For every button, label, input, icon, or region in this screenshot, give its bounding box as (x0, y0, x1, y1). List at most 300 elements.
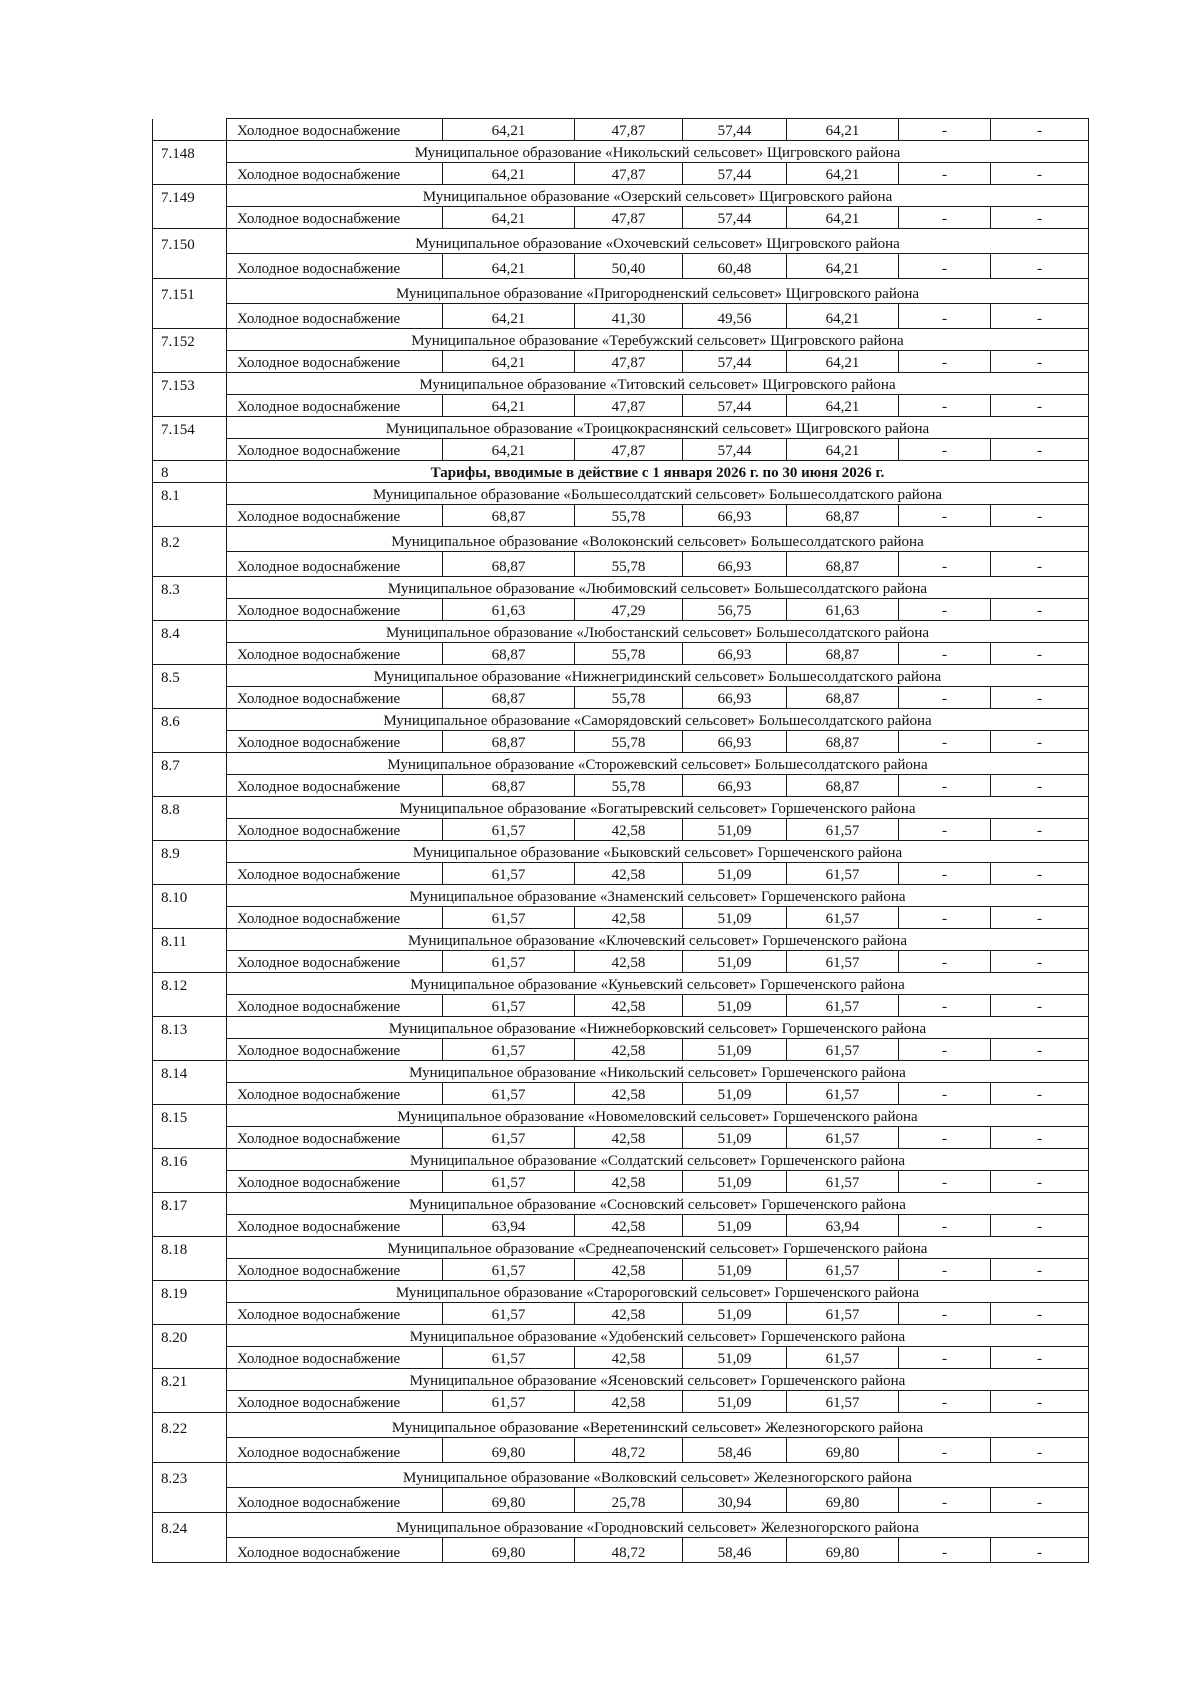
item-number: 7.151 (153, 279, 227, 304)
service-label: Холодное водоснабжение (227, 775, 443, 797)
tariff-value-6: - (991, 1127, 1089, 1149)
tariff-value-4: 69,80 (787, 1538, 899, 1563)
tariff-value-1: 61,57 (443, 1083, 575, 1105)
tariff-value-6: - (991, 1488, 1089, 1513)
table-row (153, 1215, 1089, 1237)
tariff-value-2: 47,87 (575, 119, 683, 141)
table-row (153, 163, 1089, 185)
tariff-value-2: 48,72 (575, 1538, 683, 1563)
tariff-value-1: 61,57 (443, 907, 575, 929)
service-label: Холодное водоснабжение (227, 207, 443, 229)
item-number: 8.7 (153, 753, 227, 775)
municipality-row (153, 1325, 1089, 1347)
municipality-title: Муниципальное образование «Титовский сельсовет» Щигровского района (227, 373, 1089, 395)
tariff-value-3: 57,44 (683, 395, 787, 417)
row-number-cell (153, 819, 227, 841)
row-number-cell (153, 1303, 227, 1325)
tariff-value-6: - (991, 552, 1089, 577)
tariff-value-6: - (991, 731, 1089, 753)
tariff-value-1: 69,80 (443, 1488, 575, 1513)
tariff-value-3: 66,93 (683, 731, 787, 753)
tariff-value-3: 57,44 (683, 207, 787, 229)
item-number: 7.150 (153, 229, 227, 254)
tariff-value-5: - (899, 1215, 991, 1237)
tariff-value-5: - (899, 1438, 991, 1463)
municipality-title: Муниципальное образование «Веретенинский сельсовет» Железногорского района (227, 1413, 1089, 1438)
municipality-row (153, 973, 1089, 995)
tariff-value-2: 42,58 (575, 1171, 683, 1193)
tariff-table (152, 118, 1089, 1563)
tariff-value-3: 30,94 (683, 1488, 787, 1513)
tariff-value-5: - (899, 1039, 991, 1061)
tariff-value-5: - (899, 1259, 991, 1281)
tariff-value-3: 58,46 (683, 1538, 787, 1563)
tariff-value-1: 69,80 (443, 1538, 575, 1563)
tariff-value-4: 61,57 (787, 995, 899, 1017)
table-row (153, 907, 1089, 929)
service-label: Холодное водоснабжение (227, 863, 443, 885)
service-label: Холодное водоснабжение (227, 119, 443, 141)
service-label: Холодное водоснабжение (227, 1171, 443, 1193)
tariff-value-5: - (899, 395, 991, 417)
municipality-title: Муниципальное образование «Ключевский сельсовет» Горшеченского района (227, 929, 1089, 951)
table-row (153, 304, 1089, 329)
tariff-value-3: 51,09 (683, 995, 787, 1017)
municipality-row (153, 185, 1089, 207)
tariff-value-4: 61,57 (787, 1391, 899, 1413)
tariff-value-4: 61,57 (787, 951, 899, 973)
item-number: 8.14 (153, 1061, 227, 1083)
tariff-value-6: - (991, 439, 1089, 461)
row-number-cell (153, 599, 227, 621)
municipality-row (153, 279, 1089, 304)
row-number-cell (153, 775, 227, 797)
municipality-title: Муниципальное образование «Сторожевский сельсовет» Большесолдатского района (227, 753, 1089, 775)
service-label: Холодное водоснабжение (227, 1039, 443, 1061)
row-number-cell (153, 351, 227, 373)
municipality-row (153, 1463, 1089, 1488)
tariff-value-4: 63,94 (787, 1215, 899, 1237)
tariff-value-6: - (991, 687, 1089, 709)
municipality-row (153, 1105, 1089, 1127)
tariff-value-5: - (899, 775, 991, 797)
table-row (153, 1039, 1089, 1061)
item-number: 8.22 (153, 1413, 227, 1438)
tariff-value-6: - (991, 1303, 1089, 1325)
service-label: Холодное водоснабжение (227, 1438, 443, 1463)
item-number: 8.2 (153, 527, 227, 552)
item-number: 8.9 (153, 841, 227, 863)
service-label: Холодное водоснабжение (227, 351, 443, 373)
service-label: Холодное водоснабжение (227, 995, 443, 1017)
service-label: Холодное водоснабжение (227, 1347, 443, 1369)
table-row (153, 1438, 1089, 1463)
tariff-value-5: - (899, 995, 991, 1017)
municipality-row (153, 1369, 1089, 1391)
tariff-value-3: 58,46 (683, 1438, 787, 1463)
table-row (153, 863, 1089, 885)
municipality-title: Муниципальное образование «Пригородненский сельсовет» Щигровского района (227, 279, 1089, 304)
tariff-value-1: 61,57 (443, 1347, 575, 1369)
tariff-value-3: 51,09 (683, 1083, 787, 1105)
item-number: 8.8 (153, 797, 227, 819)
tariff-value-2: 42,58 (575, 1215, 683, 1237)
table-row (153, 207, 1089, 229)
municipality-title: Муниципальное образование «Волоконский сельсовет» Большесолдатского района (227, 527, 1089, 552)
tariff-value-3: 66,93 (683, 687, 787, 709)
tariff-value-3: 57,44 (683, 351, 787, 373)
table-row (153, 1127, 1089, 1149)
tariff-value-4: 61,57 (787, 1083, 899, 1105)
row-number-cell (153, 1127, 227, 1149)
tariff-value-3: 66,93 (683, 505, 787, 527)
service-label: Холодное водоснабжение (227, 1488, 443, 1513)
tariff-value-5: - (899, 1303, 991, 1325)
tariff-value-2: 47,29 (575, 599, 683, 621)
tariff-value-6: - (991, 505, 1089, 527)
tariff-value-4: 61,57 (787, 1171, 899, 1193)
municipality-row (153, 621, 1089, 643)
tariff-value-3: 51,09 (683, 1215, 787, 1237)
tariff-value-5: - (899, 951, 991, 973)
municipality-row (153, 797, 1089, 819)
service-label: Холодное водоснабжение (227, 1215, 443, 1237)
item-number: 7.153 (153, 373, 227, 395)
tariff-value-6: - (991, 907, 1089, 929)
row-number-cell (153, 731, 227, 753)
tariff-value-2: 50,40 (575, 254, 683, 279)
municipality-row (153, 1193, 1089, 1215)
item-number: 8.3 (153, 577, 227, 599)
tariff-value-3: 49,56 (683, 304, 787, 329)
tariff-value-4: 61,57 (787, 1303, 899, 1325)
tariff-value-3: 66,93 (683, 643, 787, 665)
tariff-value-2: 42,58 (575, 951, 683, 973)
tariff-value-5: - (899, 599, 991, 621)
tariff-value-6: - (991, 395, 1089, 417)
tariff-value-4: 61,57 (787, 819, 899, 841)
row-number-cell (153, 1347, 227, 1369)
row-number-cell (153, 1438, 227, 1463)
tariff-value-5: - (899, 687, 991, 709)
tariff-value-6: - (991, 863, 1089, 885)
tariff-value-6: - (991, 1083, 1089, 1105)
tariff-value-4: 68,87 (787, 643, 899, 665)
municipality-title: Муниципальное образование «Никольский сельсовет» Горшеченского района (227, 1061, 1089, 1083)
municipality-title: Муниципальное образование «Никольский сельсовет» Щигровского района (227, 141, 1089, 163)
tariff-value-5: - (899, 1391, 991, 1413)
row-number-cell (153, 863, 227, 885)
tariff-value-2: 55,78 (575, 505, 683, 527)
tariff-value-2: 48,72 (575, 1438, 683, 1463)
tariff-value-5: - (899, 505, 991, 527)
municipality-row (153, 885, 1089, 907)
table-row (153, 439, 1089, 461)
row-number-cell (153, 163, 227, 185)
tariff-value-6: - (991, 951, 1089, 973)
tariff-value-6: - (991, 599, 1089, 621)
row-number-cell (153, 1538, 227, 1563)
municipality-row (153, 1281, 1089, 1303)
item-number: 8.13 (153, 1017, 227, 1039)
tariff-value-3: 66,93 (683, 552, 787, 577)
municipality-row (153, 665, 1089, 687)
tariff-value-2: 42,58 (575, 1039, 683, 1061)
municipality-title: Муниципальное образование «Старороговский сельсовет» Горшеченского района (227, 1281, 1089, 1303)
tariff-value-2: 42,58 (575, 1347, 683, 1369)
service-label: Холодное водоснабжение (227, 599, 443, 621)
tariff-value-1: 61,57 (443, 995, 575, 1017)
tariff-value-4: 61,57 (787, 863, 899, 885)
tariff-value-3: 51,09 (683, 1259, 787, 1281)
service-label: Холодное водоснабжение (227, 643, 443, 665)
table-row (153, 687, 1089, 709)
tariff-value-4: 61,57 (787, 907, 899, 929)
tariff-value-1: 61,57 (443, 1039, 575, 1061)
table-row (153, 819, 1089, 841)
tariff-value-1: 68,87 (443, 775, 575, 797)
service-label: Холодное водоснабжение (227, 163, 443, 185)
item-number: 8.20 (153, 1325, 227, 1347)
item-number: 8.6 (153, 709, 227, 731)
municipality-row (153, 709, 1089, 731)
row-number-cell (153, 1488, 227, 1513)
item-number: 8.19 (153, 1281, 227, 1303)
tariff-value-5: - (899, 351, 991, 373)
tariff-value-1: 61,57 (443, 1259, 575, 1281)
tariff-value-3: 51,09 (683, 863, 787, 885)
tariff-value-5: - (899, 819, 991, 841)
tariff-value-6: - (991, 1538, 1089, 1563)
tariff-value-4: 64,21 (787, 119, 899, 141)
tariff-value-2: 42,58 (575, 1391, 683, 1413)
table-row (153, 643, 1089, 665)
service-label: Холодное водоснабжение (227, 1083, 443, 1105)
tariff-value-1: 64,21 (443, 119, 575, 141)
municipality-row (153, 483, 1089, 505)
table-row (153, 599, 1089, 621)
tariff-value-1: 61,57 (443, 863, 575, 885)
tariff-value-5: - (899, 1488, 991, 1513)
municipality-title: Муниципальное образование «Любимовский сельсовет» Большесолдатского района (227, 577, 1089, 599)
tariff-value-5: - (899, 552, 991, 577)
tariff-value-2: 47,87 (575, 439, 683, 461)
municipality-title: Муниципальное образование «Любостанский сельсовет» Большесолдатского района (227, 621, 1089, 643)
tariff-value-5: - (899, 207, 991, 229)
municipality-row (153, 1513, 1089, 1538)
tariff-value-6: - (991, 775, 1089, 797)
service-label: Холодное водоснабжение (227, 439, 443, 461)
tariff-value-1: 61,57 (443, 1171, 575, 1193)
row-number-cell (153, 395, 227, 417)
municipality-row (153, 329, 1089, 351)
row-number-cell (153, 643, 227, 665)
row-number-cell (153, 439, 227, 461)
municipality-title: Муниципальное образование «Среднеапоченский сельсовет» Горшеченского района (227, 1237, 1089, 1259)
municipality-row (153, 1237, 1089, 1259)
tariff-value-4: 64,21 (787, 207, 899, 229)
municipality-row (153, 1061, 1089, 1083)
tariff-value-1: 61,57 (443, 1391, 575, 1413)
table-row (153, 1259, 1089, 1281)
tariff-value-4: 68,87 (787, 687, 899, 709)
tariff-value-2: 42,58 (575, 1259, 683, 1281)
tariff-value-2: 55,78 (575, 643, 683, 665)
service-label: Холодное водоснабжение (227, 907, 443, 929)
tariff-value-5: - (899, 1127, 991, 1149)
tariff-value-5: - (899, 119, 991, 141)
tariff-value-2: 42,58 (575, 907, 683, 929)
row-number-cell (153, 687, 227, 709)
tariff-value-3: 51,09 (683, 1391, 787, 1413)
table-row (153, 351, 1089, 373)
tariff-value-1: 61,57 (443, 819, 575, 841)
tariff-value-4: 68,87 (787, 731, 899, 753)
municipality-row (153, 929, 1089, 951)
tariff-value-4: 68,87 (787, 775, 899, 797)
tariff-value-6: - (991, 254, 1089, 279)
municipality-title: Муниципальное образование «Охочевский сельсовет» Щигровского района (227, 229, 1089, 254)
tariff-value-1: 64,21 (443, 207, 575, 229)
tariff-value-2: 55,78 (575, 731, 683, 753)
tariff-value-1: 61,63 (443, 599, 575, 621)
municipality-row (153, 841, 1089, 863)
tariff-value-2: 42,58 (575, 1127, 683, 1149)
row-number-cell (153, 1215, 227, 1237)
tariff-value-3: 57,44 (683, 163, 787, 185)
tariff-value-4: 64,21 (787, 439, 899, 461)
tariff-value-1: 61,57 (443, 1303, 575, 1325)
tariff-value-4: 64,21 (787, 304, 899, 329)
row-number-cell (153, 552, 227, 577)
section-header-row (153, 461, 1089, 483)
tariff-value-4: 61,63 (787, 599, 899, 621)
municipality-title: Муниципальное образование «Озерский сельсовет» Щигровского района (227, 185, 1089, 207)
row-number-cell (153, 505, 227, 527)
tariff-value-2: 47,87 (575, 207, 683, 229)
tariff-value-1: 64,21 (443, 395, 575, 417)
item-number: 8.15 (153, 1105, 227, 1127)
row-number-cell (153, 254, 227, 279)
tariff-value-5: - (899, 1171, 991, 1193)
item-number: 8.23 (153, 1463, 227, 1488)
service-label: Холодное водоснабжение (227, 304, 443, 329)
service-label: Холодное водоснабжение (227, 1127, 443, 1149)
tariff-value-6: - (991, 1171, 1089, 1193)
municipality-title: Муниципальное образование «Богатыревский сельсовет» Горшеченского района (227, 797, 1089, 819)
tariff-value-1: 64,21 (443, 254, 575, 279)
tariff-value-1: 68,87 (443, 731, 575, 753)
municipality-title: Муниципальное образование «Городновский сельсовет» Железногорского района (227, 1513, 1089, 1538)
municipality-title: Муниципальное образование «Нижнеборковский сельсовет» Горшеченского района (227, 1017, 1089, 1039)
tariff-value-2: 42,58 (575, 1303, 683, 1325)
table-row (153, 1488, 1089, 1513)
tariff-value-4: 68,87 (787, 505, 899, 527)
tariff-value-5: - (899, 1347, 991, 1369)
item-number: 8.10 (153, 885, 227, 907)
municipality-row (153, 527, 1089, 552)
tariff-value-1: 64,21 (443, 163, 575, 185)
municipality-title: Муниципальное образование «Солдатский сельсовет» Горшеченского района (227, 1149, 1089, 1171)
municipality-title: Муниципальное образование «Знаменский сельсовет» Горшеченского района (227, 885, 1089, 907)
tariff-value-1: 68,87 (443, 643, 575, 665)
table-row (153, 1083, 1089, 1105)
municipality-title: Муниципальное образование «Сосновский сельсовет» Горшеченского района (227, 1193, 1089, 1215)
tariff-value-4: 69,80 (787, 1438, 899, 1463)
tariff-value-5: - (899, 439, 991, 461)
row-number-cell (153, 1259, 227, 1281)
tariff-value-2: 42,58 (575, 819, 683, 841)
tariff-value-3: 57,44 (683, 439, 787, 461)
tariff-value-3: 51,09 (683, 819, 787, 841)
table-row (153, 951, 1089, 973)
tariff-value-3: 51,09 (683, 907, 787, 929)
tariff-value-6: - (991, 1039, 1089, 1061)
tariff-value-3: 51,09 (683, 1171, 787, 1193)
item-number: 8.4 (153, 621, 227, 643)
tariff-value-2: 47,87 (575, 351, 683, 373)
tariff-value-2: 25,78 (575, 1488, 683, 1513)
row-number-cell (153, 207, 227, 229)
municipality-row (153, 417, 1089, 439)
municipality-title: Муниципальное образование «Волковский сельсовет» Железногорского района (227, 1463, 1089, 1488)
tariff-value-3: 51,09 (683, 1347, 787, 1369)
item-number: 8.24 (153, 1513, 227, 1538)
tariff-value-6: - (991, 643, 1089, 665)
tariff-value-2: 55,78 (575, 775, 683, 797)
municipality-title: Муниципальное образование «Троицкокраснянский сельсовет» Щигровского района (227, 417, 1089, 439)
municipality-row (153, 753, 1089, 775)
item-number: 8.12 (153, 973, 227, 995)
tariff-value-1: 68,87 (443, 505, 575, 527)
tariff-value-6: - (991, 207, 1089, 229)
tariff-value-4: 64,21 (787, 254, 899, 279)
row-number-cell (153, 907, 227, 929)
item-number: 8.21 (153, 1369, 227, 1391)
tariff-value-4: 61,57 (787, 1039, 899, 1061)
municipality-title: Муниципальное образование «Ясеновский сельсовет» Горшеченского района (227, 1369, 1089, 1391)
tariff-value-4: 69,80 (787, 1488, 899, 1513)
tariff-value-5: - (899, 254, 991, 279)
tariff-value-6: - (991, 819, 1089, 841)
item-number: 8.11 (153, 929, 227, 951)
service-label: Холодное водоснабжение (227, 1391, 443, 1413)
tariff-value-3: 51,09 (683, 1039, 787, 1061)
tariff-value-1: 68,87 (443, 687, 575, 709)
tariff-value-2: 41,30 (575, 304, 683, 329)
service-label: Холодное водоснабжение (227, 1303, 443, 1325)
row-number-cell (153, 995, 227, 1017)
municipality-title: Муниципальное образование «Новомеловский сельсовет» Горшеченского района (227, 1105, 1089, 1127)
tariff-value-3: 66,93 (683, 775, 787, 797)
municipality-row (153, 141, 1089, 163)
tariff-value-6: - (991, 351, 1089, 373)
item-number: 7.154 (153, 417, 227, 439)
service-label: Холодное водоснабжение (227, 1538, 443, 1563)
tariff-value-3: 51,09 (683, 1303, 787, 1325)
tariff-value-4: 64,21 (787, 163, 899, 185)
tariff-value-6: - (991, 1215, 1089, 1237)
tariff-value-1: 69,80 (443, 1438, 575, 1463)
tariff-value-6: - (991, 163, 1089, 185)
municipality-row (153, 373, 1089, 395)
item-number: 7.152 (153, 329, 227, 351)
tariff-value-1: 64,21 (443, 439, 575, 461)
item-number: 8 (153, 461, 227, 483)
service-label: Холодное водоснабжение (227, 254, 443, 279)
service-label: Холодное водоснабжение (227, 951, 443, 973)
row-number-cell (153, 1083, 227, 1105)
